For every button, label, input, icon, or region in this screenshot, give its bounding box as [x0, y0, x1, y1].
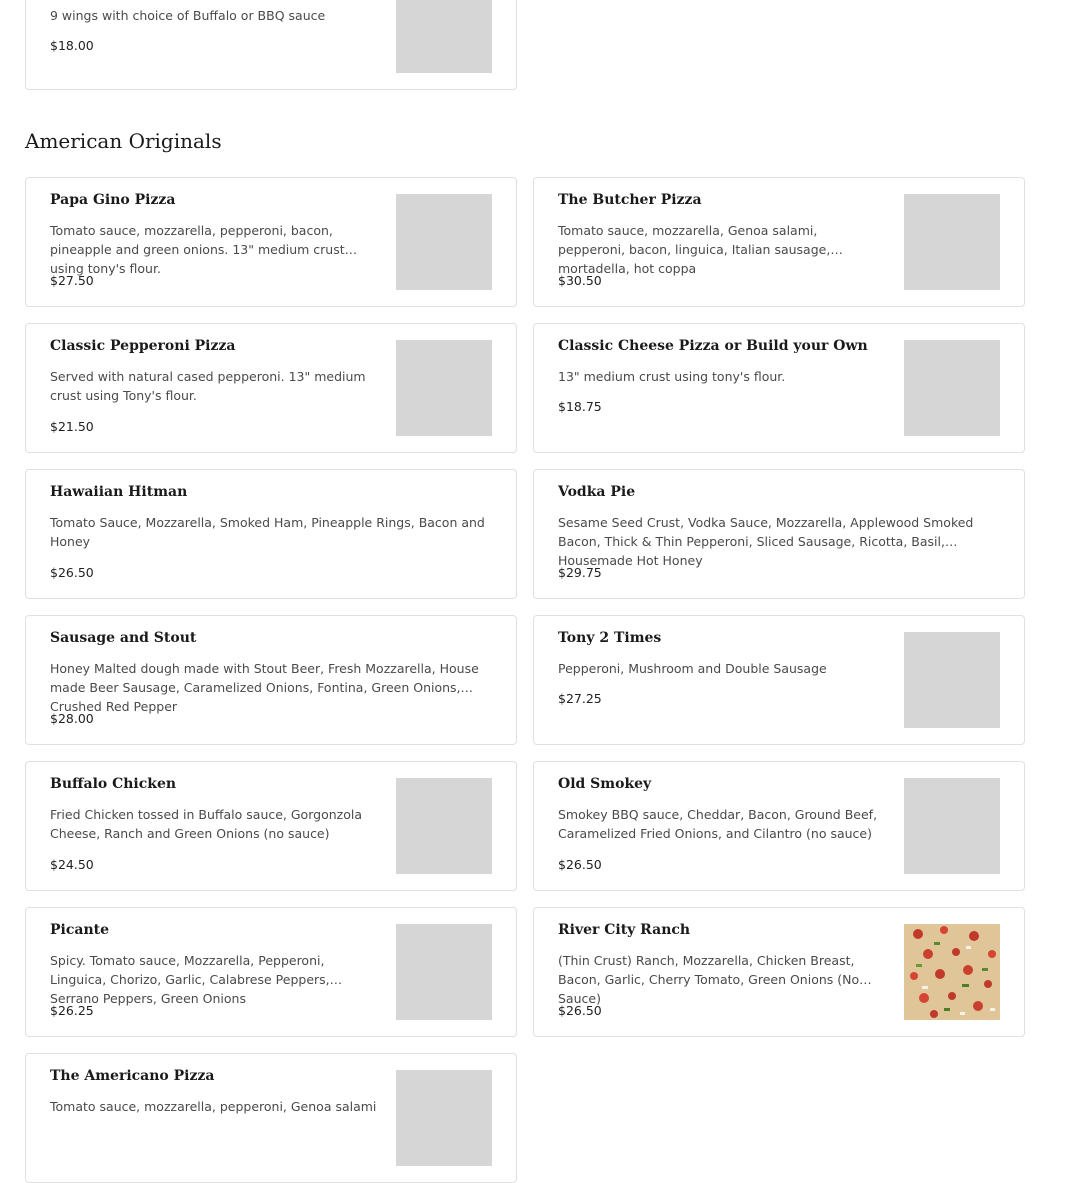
menu-item-card-wings[interactable]	[25, 0, 517, 90]
item-price: $18.75	[558, 399, 602, 414]
item-name: Vodka Pie	[558, 484, 636, 500]
section-heading: American Originals	[25, 129, 222, 153]
item-name: Tony 2 Times	[558, 630, 662, 646]
menu-item-card[interactable]	[533, 469, 1025, 599]
menu-item-card[interactable]	[533, 907, 1025, 1037]
item-price: $26.25	[50, 1003, 94, 1018]
item-image-placeholder	[904, 194, 1000, 290]
menu-item-card[interactable]	[25, 469, 517, 599]
item-price: $18.00	[50, 38, 94, 53]
item-price: $27.50	[50, 273, 94, 288]
item-price: $26.50	[558, 857, 602, 872]
item-image-placeholder	[904, 632, 1000, 728]
item-description: 13" medium crust using tony's flour.	[558, 369, 786, 384]
item-image-placeholder	[904, 778, 1000, 874]
item-name: Old Smokey	[558, 776, 652, 792]
item-image-placeholder	[396, 924, 492, 1020]
item-price: $27.25	[558, 691, 602, 706]
item-name: Classic Cheese Pizza or Build your Own	[558, 338, 868, 354]
item-description: Tomato sauce, mozzarella, Genoa salami, pepperoni, bacon, linguica, Italian sausage, mortadella, hot coppa	[558, 223, 831, 276]
item-image-placeholder	[396, 194, 492, 290]
menu-item-card[interactable]	[25, 761, 517, 891]
item-price: $26.50	[50, 565, 94, 580]
pizza-photo	[904, 924, 1000, 1020]
menu-item-card[interactable]	[533, 177, 1025, 307]
item-price: $28.00	[50, 711, 94, 726]
item-description: Tomato Sauce, Mozzarella, Smoked Ham, Pineapple Rings, Bacon and Honey	[50, 515, 485, 549]
item-image-placeholder	[396, 340, 492, 436]
item-name: Hawaiian Hitman	[50, 484, 188, 500]
menu-item-card[interactable]	[25, 1053, 517, 1183]
item-description: Served with natural cased pepperoni. 13" medium crust using Tony's flour.	[50, 369, 366, 403]
item-description: Pepperoni, Mushroom and Double Sausage	[558, 661, 827, 676]
menu-item-card[interactable]	[25, 907, 517, 1037]
item-price: $29.75	[558, 565, 602, 580]
item-description: Spicy. Tomato sauce, Mozzarella, Pepperoni, Linguica, Chorizo, Garlic, Calabrese Peppers, Serrano Peppers, Green Onions	[50, 953, 330, 1006]
item-description: Sesame Seed Crust, Vodka Sauce, Mozzarella, Applewood Smoked Bacon, Thick & Thin Pepperoni, Sliced Sausage, Ricotta, Basil, Housemade Hot Honey	[558, 515, 974, 568]
item-name: Sausage and Stout	[50, 630, 197, 646]
item-price: $24.50	[50, 857, 94, 872]
menu-item-card[interactable]	[533, 615, 1025, 745]
menu-item-card[interactable]	[533, 761, 1025, 891]
item-description: (Thin Crust) Ranch, Mozzarella, Chicken Breast, Bacon, Garlic, Cherry Tomato, Green Onions (No Sauce)	[558, 953, 860, 1006]
item-price: $26.50	[558, 1003, 602, 1018]
item-name: The Butcher Pizza	[558, 192, 702, 208]
item-image-placeholder	[904, 340, 1000, 436]
item-description: Smokey BBQ sauce, Cheddar, Bacon, Ground Beef, Caramelized Fried Onions, and Cilantro (no sauce)	[558, 807, 878, 841]
item-price: $21.50	[50, 419, 94, 434]
item-name: Classic Pepperoni Pizza	[50, 338, 236, 354]
item-name: Papa Gino Pizza	[50, 192, 176, 208]
item-description: 9 wings with choice of Buffalo or BBQ sauce	[50, 8, 326, 23]
menu-item-card[interactable]	[25, 323, 517, 453]
menu-item-card[interactable]	[25, 177, 517, 307]
item-price: $30.50	[558, 273, 602, 288]
item-description: Fried Chicken tossed in Buffalo sauce, Gorgonzola Cheese, Ranch and Green Onions (no sauce)	[50, 807, 362, 841]
item-description: Tomato sauce, mozzarella, pepperoni, bacon, pineapple and green onions. 13" medium crust using tony's flour.	[50, 223, 345, 276]
item-image-placeholder	[396, 0, 492, 73]
item-name: Picante	[50, 922, 109, 938]
pizza-photo-graphic	[904, 924, 1000, 1020]
item-name: River City Ranch	[558, 922, 691, 938]
menu-item-card[interactable]	[25, 615, 517, 745]
item-image-placeholder	[396, 778, 492, 874]
item-name: Buffalo Chicken	[50, 776, 177, 792]
item-image-placeholder	[396, 1070, 492, 1166]
menu-item-card[interactable]	[533, 323, 1025, 453]
item-description: Tomato sauce, mozzarella, pepperoni, Genoa salami	[50, 1099, 377, 1114]
item-name: The Americano Pizza	[50, 1068, 215, 1084]
item-description: Honey Malted dough made with Stout Beer, Fresh Mozzarella, House made Beer Sausage, Caramelized Onions, Fontina, Green Onions, Crushed Red Pepper	[50, 661, 479, 714]
